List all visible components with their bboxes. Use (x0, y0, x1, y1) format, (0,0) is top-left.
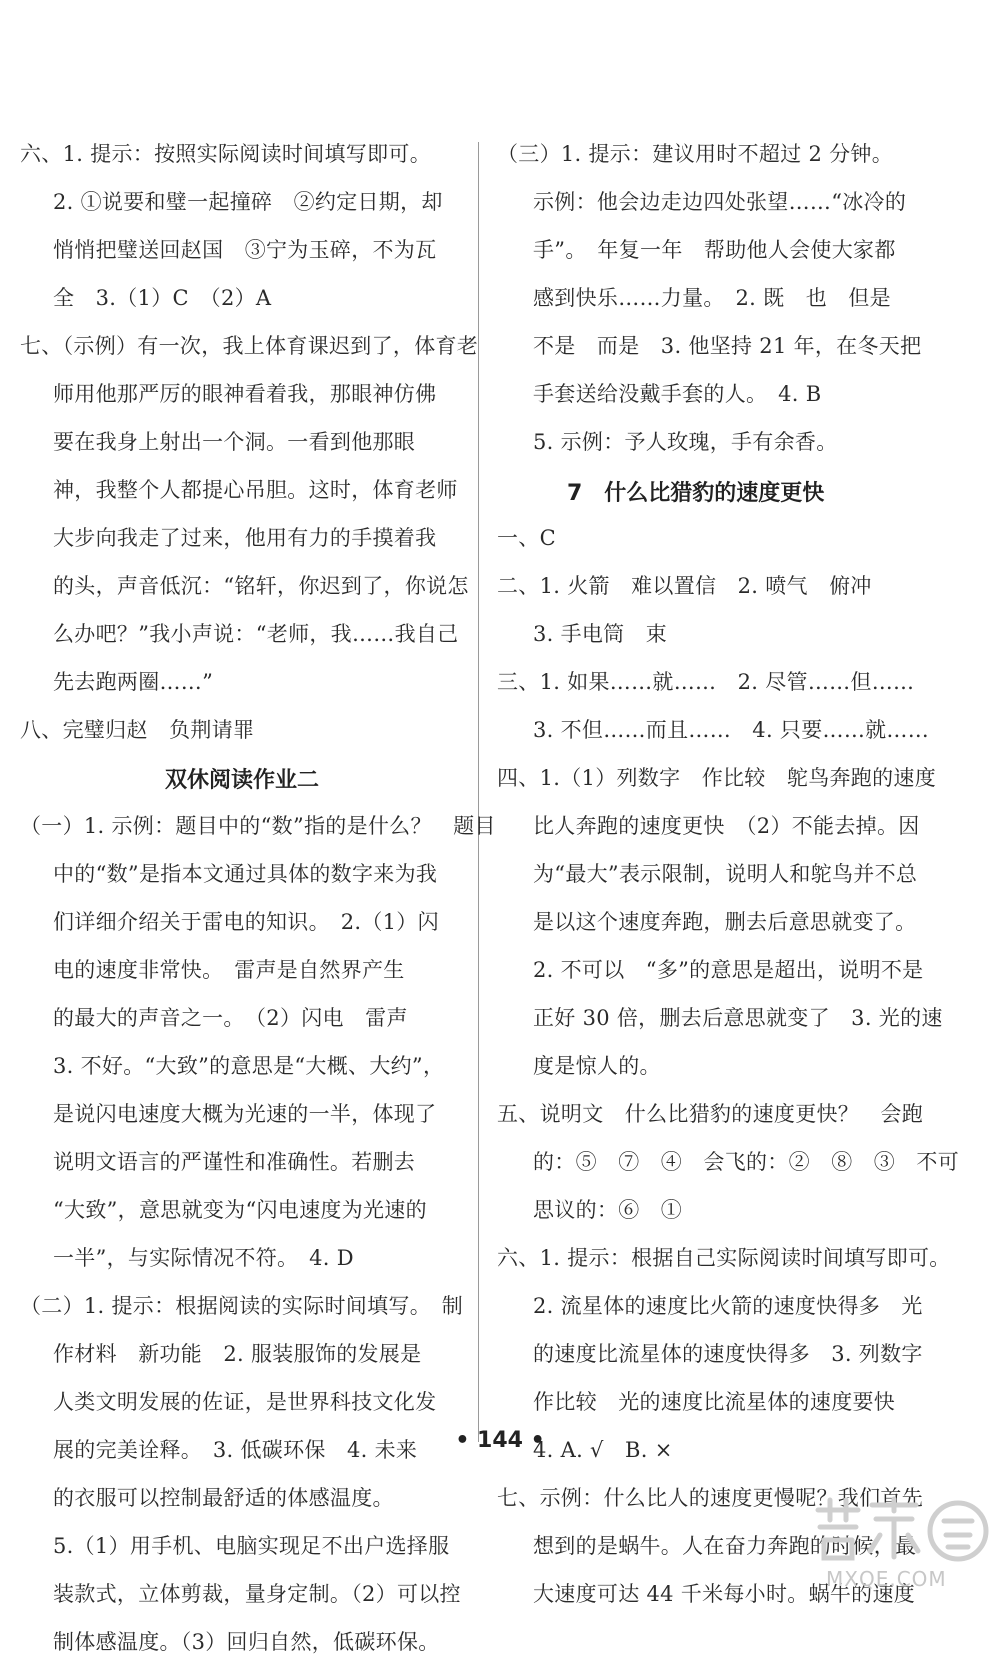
text-line: 装款式，立体剪裁，量身定制。（2）可以控 (53, 1582, 461, 1606)
text-line: 悄悄把璧送回赵国 ③宁为玉碎，不为瓦 (53, 238, 437, 262)
text-line: 3. 不但……而且…… 4. 只要……就…… (533, 718, 930, 742)
text-line: 二、1. 火箭 难以置信 2. 喷气 俯冲 (497, 574, 872, 598)
text-line: 手”。 年复一年 帮助他人会使大家都 (533, 238, 896, 262)
text-line: 八、完璧归赵 负荆请罪 (20, 718, 255, 742)
text-line: 三、1. 如果……就…… 2. 尽管……但…… (497, 670, 915, 694)
text-line: 想到的是蜗牛。人在奋力奔跑的时候，最 (533, 1534, 917, 1558)
text-line: 说明文语言的严谨性和准确性。若删去 (53, 1150, 416, 1174)
text-line: 人类文明发展的佐证，是世界科技文化发 (53, 1390, 437, 1414)
text-line: 神，我整个人都提心吊胆。这时，体育老师 (53, 478, 458, 502)
text-line: 一半”，与实际情况不符。 4. D (53, 1246, 354, 1270)
text-line: 展的完美诠释。 3. 低碳环保 4. 未来 (53, 1438, 418, 1462)
text-line: 中的“数”是指本文通过具体的数字来为我 (53, 862, 438, 886)
watermark-logo-icon (810, 1495, 990, 1565)
text-line: 是以这个速度奔跑，删去后意思就变了。 (533, 910, 917, 934)
text-line: 思议的：⑥ ① (533, 1198, 683, 1222)
text-line: 要在我身上射出一个洞。一看到他那眼 (53, 430, 416, 454)
text-line: 作材料 新功能 2. 服装服饰的发展是 (53, 1342, 422, 1366)
column-divider (478, 142, 479, 1442)
watermark-url: MXQE.COM (826, 1567, 947, 1591)
text-line: 4. A. √ B. × (533, 1438, 673, 1462)
text-line: 一、C (497, 526, 556, 550)
section-title: 双休阅读作业二 (165, 768, 320, 793)
text-line: 的速度比流星体的速度快得多 3. 列数字 (533, 1342, 923, 1366)
text-line: （三）1. 提示：建议用时不超过 2 分钟。 (497, 142, 894, 166)
text-line: 手套送给没戴手套的人。 4. B (533, 382, 822, 406)
text-line: 感到快乐……力量。 2. 既 也 但是 (533, 286, 891, 310)
text-line: 们详细介绍关于雷电的知识。 2.（1）闪 (53, 910, 439, 934)
text-line: 先去跑两圈……” (53, 670, 214, 694)
text-line: 3. 手电筒 束 (533, 622, 668, 646)
text-line: 制体感温度。（3）回归自然，低碳环保。 (53, 1630, 440, 1654)
text-line: 2. ①说要和璧一起撞碎 ②约定日期，却 (53, 190, 443, 214)
text-line: “大致”，意思就变为“闪电速度为光速的 (53, 1198, 427, 1222)
text-line: 大速度可达 44 千米每小时。蜗牛的速度 (533, 1582, 916, 1606)
text-line: 度是惊人的。 (533, 1054, 661, 1078)
text-line: 作比较 光的速度比流星体的速度要快 (533, 1390, 896, 1414)
text-line: 比人奔跑的速度更快 （2）不能去掉。因 (533, 814, 920, 838)
text-line: 七、示例：什么比人的速度更慢呢？我们首先 (497, 1486, 923, 1510)
text-line: 5. 示例：予人玫瑰，手有余香。 (533, 430, 838, 454)
text-line: 四、1.（1）列数字 作比较 鸵鸟奔跑的速度 (497, 766, 936, 790)
text-line: 5.（1）用手机、电脑实现足不出户选择服 (53, 1534, 450, 1558)
watermark-logo (810, 1495, 990, 1595)
text-line: 正好 30 倍，删去后意思就变了 3. 光的速 (533, 1006, 943, 1030)
text-line: 师用他那严厉的眼神看着我，那眼神仿佛 (53, 382, 437, 406)
text-line: 示例：他会边走边四处张望……“冰冷的 (533, 190, 907, 214)
text-line: 的：⑤ ⑦ ④ 会飞的：② ⑧ ③ 不可 (533, 1150, 959, 1174)
text-line: 电的速度非常快。 雷声是自然界产生 (53, 958, 405, 982)
text-line: （一）1. 示例：题目中的“数”指的是什么？ 题目 (20, 814, 496, 838)
text-line: 的衣服可以控制最舒适的体感温度。 (53, 1486, 394, 1510)
text-line: 不是 而是 3. 他坚持 21 年，在冬天把 (533, 334, 922, 358)
text-line: 的头，声音低沉：“铭轩，你迟到了，你说怎 (53, 574, 469, 598)
text-line: 2. 流星体的速度比火箭的速度快得多 光 (533, 1294, 923, 1318)
text-line: 七、（示例）有一次，我上体育课迟到了，体育老 (20, 334, 479, 358)
text-line: 大步向我走了过来，他用有力的手摸着我 (53, 526, 437, 550)
text-line: 的最大的声音之一。 （2）闪电 雷声 (53, 1006, 408, 1030)
text-line: 六、1. 提示：按照实际阅读时间填写即可。 (20, 142, 432, 166)
text-line: 3. 不好。“大致”的意思是“大概、大约”， (53, 1054, 445, 1078)
text-line: 是说闪电速度大概为光速的一半，体现了 (53, 1102, 437, 1126)
text-line: 全 3.（1）C （2）A (53, 286, 272, 310)
text-line: 么办吧？”我小声说：“老师，我……我自己 (53, 622, 459, 646)
text-line: 2. 不可以 “多”的意思是超出，说明不是 (533, 958, 924, 982)
page-number: • 144 • (455, 1428, 545, 1453)
text-line: 五、说明文 什么比猎豹的速度更快？ 会跑 (497, 1102, 923, 1126)
text-line: 六、1. 提示：根据自己实际阅读时间填写即可。 (497, 1246, 951, 1270)
text-line: （二）1. 提示：根据阅读的实际时间填写。 制 (20, 1294, 464, 1318)
section-title: 7 什么比猎豹的速度更快 (567, 481, 825, 506)
text-line: 为“最大”表示限制，说明人和鸵鸟并不总 (533, 862, 918, 886)
